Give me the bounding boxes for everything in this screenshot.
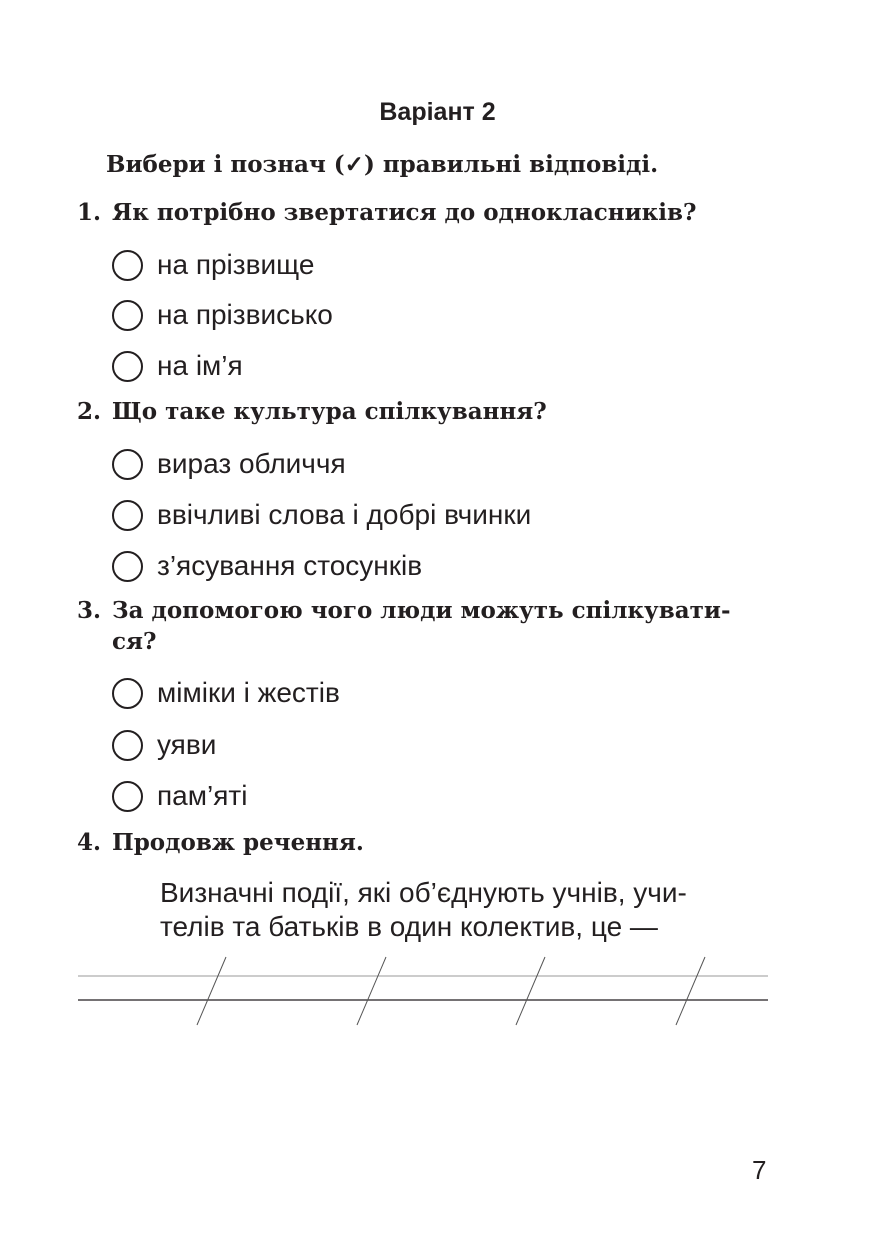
question-3-text-line-2: ся? <box>112 628 157 655</box>
option-label: з’ясування стосунків <box>157 550 423 581</box>
option-label: пам’яті <box>157 780 248 811</box>
option-label: вираз обличчя <box>157 448 346 479</box>
option-label: ввічливі слова і добрі вчинки <box>157 499 532 530</box>
question-3-number: 3. <box>77 597 102 624</box>
slant-guide <box>197 957 226 1025</box>
question-2-text: Що таке культура спілкування? <box>112 398 547 425</box>
sentence-line-1: Визначні події, які об’єднують учнів, учи- <box>160 877 687 908</box>
variant-title: Варіант 2 <box>379 98 496 126</box>
question-1-text: Як потрібно звертатися до однокласників? <box>112 199 697 226</box>
slant-guide <box>516 957 545 1025</box>
option-label: на прізвисько <box>157 299 333 330</box>
option-label: уяви <box>157 729 217 760</box>
question-2-number: 2. <box>77 398 102 425</box>
sentence-line-2: телів та батьків в один колектив, це — <box>160 911 658 942</box>
option-label: на ім’я <box>157 350 243 381</box>
question-4-number: 4. <box>77 829 102 856</box>
option-label: на прізвище <box>157 249 315 280</box>
slant-guide <box>676 957 705 1025</box>
question-1-number: 1. <box>77 199 102 226</box>
page-number: 7 <box>752 1155 767 1185</box>
instruction: Вибери і познач (✓) правильні відповіді. <box>106 151 659 178</box>
slant-guide <box>357 957 386 1025</box>
question-4-text: Продовж речення. <box>112 829 364 856</box>
option-label: міміки і жестів <box>157 677 340 708</box>
question-3-text-line-1: За допомогою чого люди можуть спілкувати- <box>112 597 731 624</box>
